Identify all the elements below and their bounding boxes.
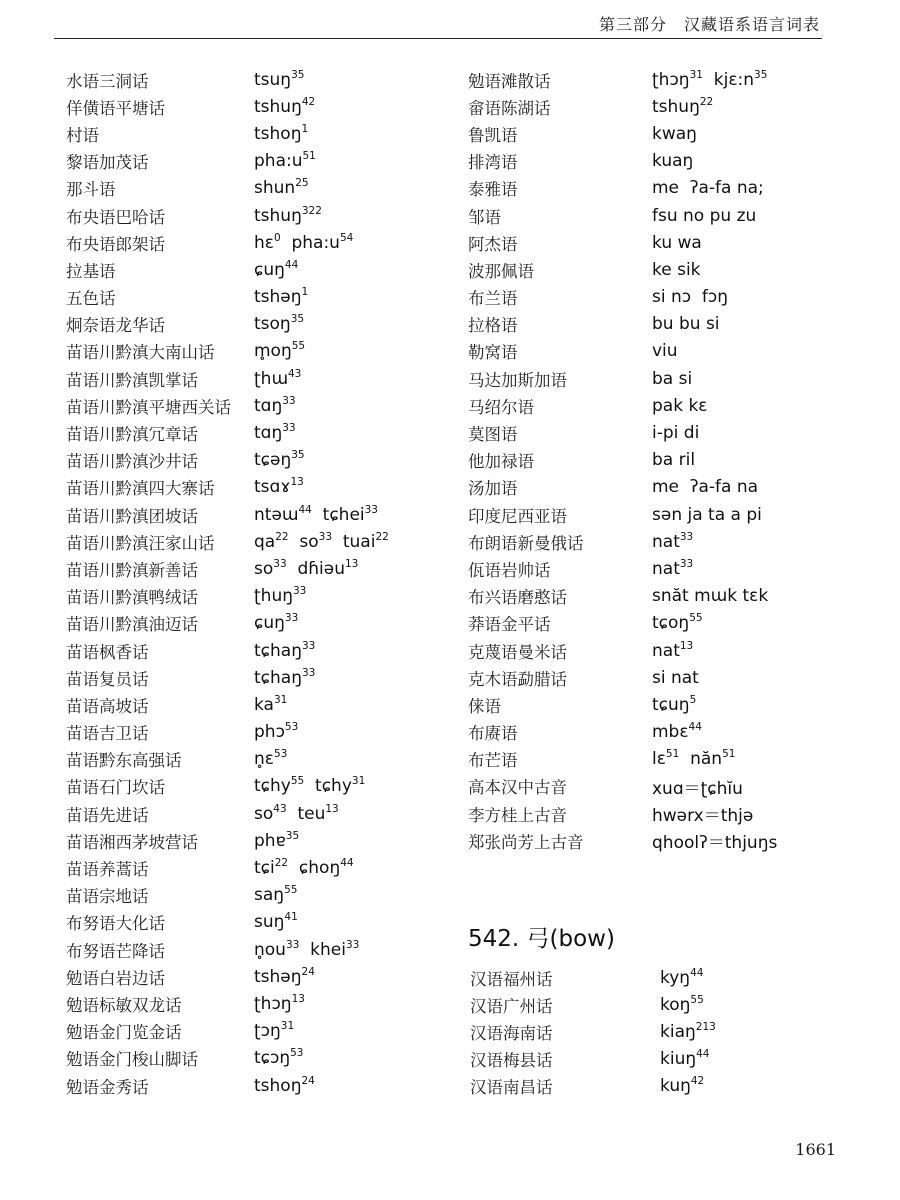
word-entry-row — [66, 284, 389, 311]
language-name: 苗语枫香话 — [66, 642, 149, 662]
phonetic-form: saŋ$^{55}$ — [254, 884, 298, 906]
language-name: 黎语加茂话 — [66, 153, 149, 173]
phonetic-form: tshəŋ$^{24}$ — [254, 965, 315, 987]
word-entry-row — [66, 691, 389, 718]
language-name: 莽语金平话 — [468, 615, 551, 635]
language-name: 勉语金门梭山脚话 — [66, 1050, 198, 1070]
language-name: 邹语 — [468, 207, 501, 227]
language-name: 苗语黔东高强话 — [66, 751, 182, 771]
word-entry-row — [66, 175, 389, 202]
word-entry-row — [468, 229, 777, 256]
language-name: 畲语陈湖话 — [468, 98, 551, 118]
language-name: 勒窝语 — [468, 343, 518, 363]
word-entry-row — [66, 555, 389, 582]
language-name: 马绍尔语 — [468, 397, 534, 417]
word-entry-row — [468, 474, 777, 501]
word-entry-row — [66, 392, 389, 419]
phonetic-form: ba si — [652, 368, 693, 389]
phonetic-form: nat$^{33}$ — [652, 557, 694, 579]
phonetic-form: tɕuŋ$^5$ — [652, 693, 697, 715]
word-entry-row — [468, 719, 777, 746]
phonetic-form: tshuŋ$^{42}$ — [254, 95, 316, 117]
phonetic-form: tɕhaŋ$^{33}$ — [254, 639, 316, 661]
language-name: 苗语川黔滇冗章话 — [66, 425, 198, 445]
word-entry-row — [66, 66, 389, 93]
language-name: 苗语复员话 — [66, 669, 149, 689]
word-entry-row — [66, 990, 389, 1017]
word-entry-row — [66, 474, 389, 501]
phonetic-form: $m̥oŋ^{55}$ — [254, 340, 306, 362]
word-entry-row — [66, 882, 389, 909]
language-name: 布兴语磨憨话 — [468, 588, 567, 608]
language-name: 勉语金秀话 — [66, 1077, 149, 1097]
language-name: 勉语滩散话 — [468, 71, 551, 91]
word-entry-row — [66, 1072, 389, 1099]
word-entry-row — [468, 256, 777, 283]
language-name: 郑张尚芳上古音 — [468, 832, 584, 852]
language-name: 马达加斯加语 — [468, 370, 567, 390]
word-entry-row — [66, 365, 389, 392]
phonetic-form: nat$^{33}$ — [652, 530, 694, 552]
language-name: 他加禄语 — [468, 452, 534, 472]
word-entry-row — [66, 229, 389, 256]
phonetic-form: lɛ$^{51}$ năn$^{51}$ — [652, 748, 736, 770]
word-entry-row — [66, 93, 389, 120]
phonetic-form: tshəŋ$^1$ — [254, 286, 309, 308]
phonetic-form: si nɔ fɔŋ — [652, 287, 729, 308]
phonetic-form: kiuŋ$^{44}$ — [660, 1048, 710, 1070]
phonetic-form: xuɑ＝ʈɕhĭu — [652, 778, 743, 799]
word-entry-row — [66, 583, 389, 610]
word-entry-row — [66, 338, 389, 365]
phonetic-form: kuaŋ — [652, 151, 694, 172]
language-name: 那斗语 — [66, 180, 116, 200]
language-name: 汉语福州话 — [470, 969, 553, 989]
phonetic-form: $qa^{22}$ $so^{33}$ tuai$^{22}$ — [254, 530, 389, 552]
phonetic-form: tshoŋ$^1$ — [254, 122, 309, 144]
word-entry-row — [468, 773, 777, 800]
left-column — [66, 66, 389, 1099]
word-entry-row — [468, 691, 777, 718]
language-name: 佯僙语平塘话 — [66, 98, 165, 118]
language-name: 布努语大化话 — [66, 914, 165, 934]
language-name: 苗语先进话 — [66, 805, 149, 825]
word-entry-row — [468, 338, 777, 365]
language-name: 鲁凯语 — [468, 125, 518, 145]
language-name: 苗语川黔滇四大寨话 — [66, 479, 215, 499]
phonetic-form: suŋ$^{41}$ — [254, 911, 298, 933]
language-name: 波那佩语 — [468, 261, 534, 281]
phonetic-form: tsoŋ$^{35}$ — [254, 313, 305, 335]
phonetic-form: mbɛ$^{44}$ — [652, 721, 702, 743]
word-entry-row — [468, 637, 777, 664]
phonetic-form: si nat — [652, 667, 699, 688]
word-entry-row — [468, 827, 777, 854]
phonetic-form: i-pi di — [652, 423, 700, 444]
language-name: 苗语宗地话 — [66, 887, 149, 907]
language-name: 苗语川黔滇鸭绒话 — [66, 588, 198, 608]
word-entry-row — [468, 284, 777, 311]
phonetic-form: tɕi$^{22}$ ɕhoŋ$^{44}$ — [254, 857, 354, 879]
phonetic-form: tɑŋ$^{33}$ — [254, 394, 296, 416]
language-name: 印度尼西亚语 — [468, 506, 567, 526]
word-entry-row — [468, 664, 777, 691]
word-entry-row — [66, 637, 389, 664]
phonetic-form: tɕhy$^{55}$ tɕhy$^{31}$ — [254, 775, 366, 797]
language-name: 克蔑语曼米话 — [468, 642, 567, 662]
word-entry-row — [468, 202, 777, 229]
phonetic-form: kyŋ$^{44}$ — [660, 966, 704, 988]
language-name: 苗语川黔滇汪家山话 — [66, 533, 215, 553]
language-name: 汉语海南话 — [470, 1023, 553, 1043]
word-entry-row — [468, 501, 777, 528]
phonetic-form: fsu no pu zu — [652, 205, 757, 226]
phonetic-form: viu — [652, 341, 678, 362]
phonetic-form: kwaŋ — [652, 123, 697, 144]
language-name: 苗语养蒿话 — [66, 860, 149, 880]
word-entry-row — [468, 365, 777, 392]
phonetic-form: nat$^{13}$ — [652, 639, 694, 661]
phonetic-form: ʈhuŋ$^{33}$ — [254, 585, 307, 607]
phonetic-form: hwərx＝thjə — [652, 806, 754, 827]
phonetic-form: snăt mɯk tɛk — [652, 586, 769, 607]
language-name: 布央语郎架话 — [66, 234, 165, 254]
language-name: 拉基语 — [66, 261, 116, 281]
language-name: 阿杰语 — [468, 234, 518, 254]
word-entry-row — [66, 610, 389, 637]
language-name: 五色话 — [66, 289, 116, 309]
phonetic-form: phɔ$^{53}$ — [254, 721, 299, 743]
word-entry-row — [468, 392, 777, 419]
language-name: 苗语湘西茅坡营话 — [66, 832, 198, 852]
phonetic-form: tɕɔŋ$^{53}$ — [254, 1047, 304, 1069]
language-name: 克木语勐腊话 — [468, 669, 567, 689]
word-entry-row — [66, 746, 389, 773]
language-name: 布兰语 — [468, 289, 518, 309]
language-name: 汉语南昌话 — [470, 1078, 553, 1098]
word-entry-row — [66, 256, 389, 283]
phonetic-form: pak kɛ — [652, 395, 708, 416]
language-name: 苗语川黔滇沙井话 — [66, 452, 198, 472]
phonetic-form: ku wa — [652, 232, 702, 253]
word-entry-row — [66, 1045, 389, 1072]
phonetic-form: ke sik — [652, 259, 701, 280]
phonetic-form: tsuŋ$^{35}$ — [254, 68, 305, 90]
phonetic-form: ʈhɔŋ$^{13}$ — [254, 992, 305, 1014]
language-name: 苗语吉卫话 — [66, 724, 149, 744]
language-name: 水语三洞话 — [66, 71, 149, 91]
language-name: 苗语川黔滇油迈话 — [66, 615, 198, 635]
phonetic-form: tshuŋ$^{22}$ — [652, 95, 714, 117]
phonetic-form: $so^{33}$ dɦiəu$^{13}$ — [254, 557, 359, 579]
word-entry-row — [470, 991, 716, 1018]
phonetic-form: bu bu si — [652, 314, 720, 335]
word-entry-row — [468, 66, 777, 93]
word-entry-row — [66, 800, 389, 827]
language-name: 高本汉中古音 — [468, 778, 567, 798]
word-entry-row — [66, 311, 389, 338]
word-entry-row — [468, 746, 777, 773]
phonetic-form: kuŋ$^{42}$ — [660, 1075, 705, 1097]
word-entry-row — [468, 528, 777, 555]
page-number: 1661 — [795, 1140, 836, 1159]
phonetic-form: ɕuŋ$^{33}$ — [254, 612, 299, 634]
word-entry-row — [66, 963, 389, 990]
language-name: 村语 — [66, 125, 99, 145]
phonetic-form: ntəɯ$^{44}$ tɕhei$^{33}$ — [254, 503, 378, 525]
word-entry-row — [468, 583, 777, 610]
word-entry-row — [468, 148, 777, 175]
language-name: 佤语岩帅话 — [468, 560, 551, 580]
phonetic-form: $so^{43}$ teu$^{13}$ — [254, 802, 339, 824]
header-rule — [54, 38, 822, 39]
language-name: 布努语芒降话 — [66, 941, 165, 961]
phonetic-form: tɕoŋ$^{55}$ — [652, 612, 703, 634]
word-entry-row — [66, 773, 389, 800]
word-entry-row — [470, 1073, 716, 1100]
word-entry-row — [66, 528, 389, 555]
language-name: 泰雅语 — [468, 180, 518, 200]
language-name: 李方桂上古音 — [468, 805, 567, 825]
language-name: 俫语 — [468, 696, 501, 716]
phonetic-form: qhoolʔ＝thjuŋs — [652, 833, 778, 854]
language-name: 苗语川黔滇大南山话 — [66, 343, 215, 363]
word-entry-row — [468, 800, 777, 827]
word-entry-row — [468, 447, 777, 474]
phonetic-form: koŋ$^{55}$ — [660, 993, 704, 1015]
language-name: 汉语梅县话 — [470, 1051, 553, 1071]
phonetic-form: ba ril — [652, 450, 696, 471]
language-name: 布央语巴哈话 — [66, 207, 165, 227]
language-name: 莫图语 — [468, 425, 518, 445]
phonetic-form: tshuŋ$^{322}$ — [254, 204, 322, 226]
word-entry-row — [468, 120, 777, 147]
word-entry-row — [66, 120, 389, 147]
right-column — [468, 66, 777, 854]
phonetic-form: $n̥ou^{33}$ khei$^{33}$ — [254, 938, 360, 960]
word-entry-row — [66, 719, 389, 746]
word-entry-row — [66, 447, 389, 474]
word-entry-row — [468, 175, 777, 202]
phonetic-form: phɐ$^{35}$ — [254, 829, 300, 851]
word-entry-row — [468, 93, 777, 120]
word-entry-row — [66, 936, 389, 963]
language-name: 炯奈语龙华话 — [66, 316, 165, 336]
phonetic-form: shun$^{25}$ — [254, 177, 309, 199]
language-name: 拉格语 — [468, 316, 518, 336]
word-entry-row — [66, 1018, 389, 1045]
language-name: 苗语川黔滇平塘西关话 — [66, 397, 231, 417]
word-entry-row — [468, 555, 777, 582]
phonetic-form: me ʔa-fa na; — [652, 178, 764, 199]
word-entry-row — [66, 148, 389, 175]
word-entry-row — [66, 501, 389, 528]
phonetic-form: ɕuŋ$^{44}$ — [254, 258, 299, 280]
language-name: 汤加语 — [468, 479, 518, 499]
phonetic-form: tɑŋ$^{33}$ — [254, 422, 296, 444]
language-name: 勉语白岩边话 — [66, 968, 165, 988]
phonetic-form: n̥ɛ$^{53}$ — [254, 748, 288, 770]
word-entry-row — [66, 664, 389, 691]
word-entry-row — [66, 419, 389, 446]
word-entry-row — [470, 964, 716, 991]
section-heading: 542. 弓(bow) — [468, 926, 615, 952]
phonetic-form: me ʔa-fa na — [652, 477, 759, 498]
phonetic-form: tsɑɤ$^{13}$ — [254, 476, 304, 498]
running-header: 第三部分 汉藏语系语言词表 — [598, 15, 820, 34]
language-name: 布芒语 — [468, 751, 518, 771]
phonetic-form: $pha:u^{51}$ — [254, 150, 316, 172]
language-name: 排湾语 — [468, 153, 518, 173]
language-name: 汉语广州话 — [470, 996, 553, 1016]
word-entry-row — [470, 1018, 716, 1045]
word-entry-row — [470, 1046, 716, 1073]
phonetic-form: tɕəŋ$^{35}$ — [254, 449, 305, 471]
phonetic-form: tɕhaŋ$^{33}$ — [254, 666, 316, 688]
language-name: 苗语川黔滇新善话 — [66, 560, 198, 580]
phonetic-form: ʈhɔŋ$^{31}$ $kjɛ:n^{35}$ — [652, 68, 768, 90]
word-entry-row — [468, 419, 777, 446]
language-name: 勉语金门览金话 — [66, 1023, 182, 1043]
phonetic-form: ʈhɯ$^{43}$ — [254, 367, 302, 389]
language-name: 苗语川黔滇团坡话 — [66, 506, 198, 526]
phonetic-form: hɛ$^0$ $pha:u^{54}$ — [254, 231, 354, 253]
phonetic-form: $ka^{31}$ — [254, 693, 288, 715]
phonetic-form: ʈɔŋ$^{31}$ — [254, 1020, 295, 1042]
phonetic-form: sən ja ta a pi — [652, 504, 762, 525]
phonetic-form: kiaŋ$^{213}$ — [660, 1020, 716, 1042]
phonetic-form: tshoŋ$^{24}$ — [254, 1074, 315, 1096]
word-entry-row — [66, 827, 389, 854]
section-entries — [470, 964, 716, 1100]
word-entry-row — [468, 610, 777, 637]
language-name: 布赓语 — [468, 724, 518, 744]
word-entry-row — [66, 854, 389, 881]
language-name: 苗语川黔滇凯掌话 — [66, 370, 198, 390]
word-entry-row — [66, 909, 389, 936]
language-name: 苗语石门坎话 — [66, 778, 165, 798]
language-name: 苗语高坡话 — [66, 696, 149, 716]
word-entry-row — [66, 202, 389, 229]
language-name: 勉语标敏双龙话 — [66, 995, 182, 1015]
language-name: 布朗语新曼俄话 — [468, 533, 584, 553]
word-entry-row — [468, 311, 777, 338]
